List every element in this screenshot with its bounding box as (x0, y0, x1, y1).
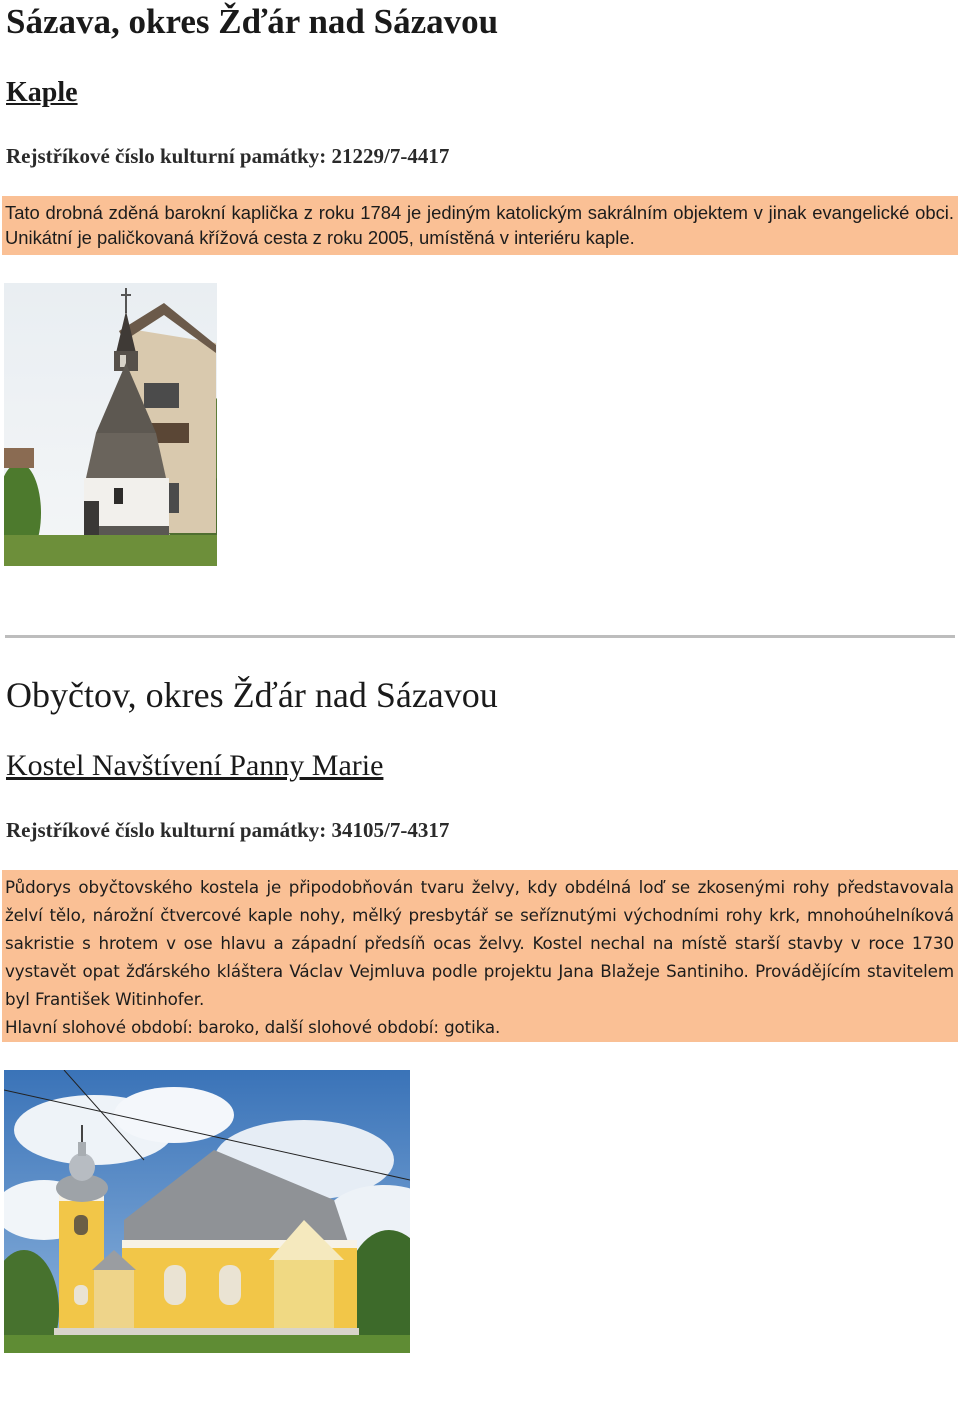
section1-description: Tato drobná zděná barokní kaplička z roku 1784 je jediným katolickým sakrálním objektem v jinak evangelické obci. Unikátní je paličkovaná křížová cesta z roku 2005, umístěná v interiéru kaple. (5, 202, 954, 248)
section2-description: Půdorys obyčtovského kostela je připodobňován tvaru želvy, kdy obdélná loď se zkosenými rohy představovala želví tělo, nárožní čtvercové kaple nohy, mělký presbytář se seříznutými východními rohy krk, mnohoúhelníková sakristie s hrotem v ose hlavu a západní předsíň ocas želvy. Kostel nechal na místě starší stavby v roce 1730 vystavět opat žďárského kláštera Václav Vejmluva podle projektu Jana Blažeje Santiniho. Provádějícím stavitelem byl František Witinhofer. (5, 877, 954, 1009)
church-photo-illustration (4, 1070, 410, 1353)
section1-monument-link[interactable]: Kaple (6, 77, 78, 108)
section2-monument-link[interactable]: Kostel Navštívení Panny Marie (6, 749, 384, 782)
section1-description-box (2, 196, 958, 255)
section2-registry: Rejstříkové číslo kulturní památky: 34105/7-4317 (6, 818, 450, 842)
chapel-photo-illustration (4, 283, 217, 566)
chapel-photo (4, 283, 217, 566)
church-photo (4, 1070, 410, 1353)
section1-registry: Rejstříkové číslo kulturní památky: 21229/7-4417 (6, 144, 450, 168)
section2-title: Obyčtov, okres Žďár nad Sázavou (6, 675, 498, 715)
section2-style-period: Hlavní slohové období: baroko, další slohové období: gotika. (5, 1017, 501, 1037)
section-divider (5, 635, 955, 638)
section1-title: Sázava, okres Žďár nad Sázavou (6, 2, 499, 41)
section2-description-box (2, 870, 958, 1042)
